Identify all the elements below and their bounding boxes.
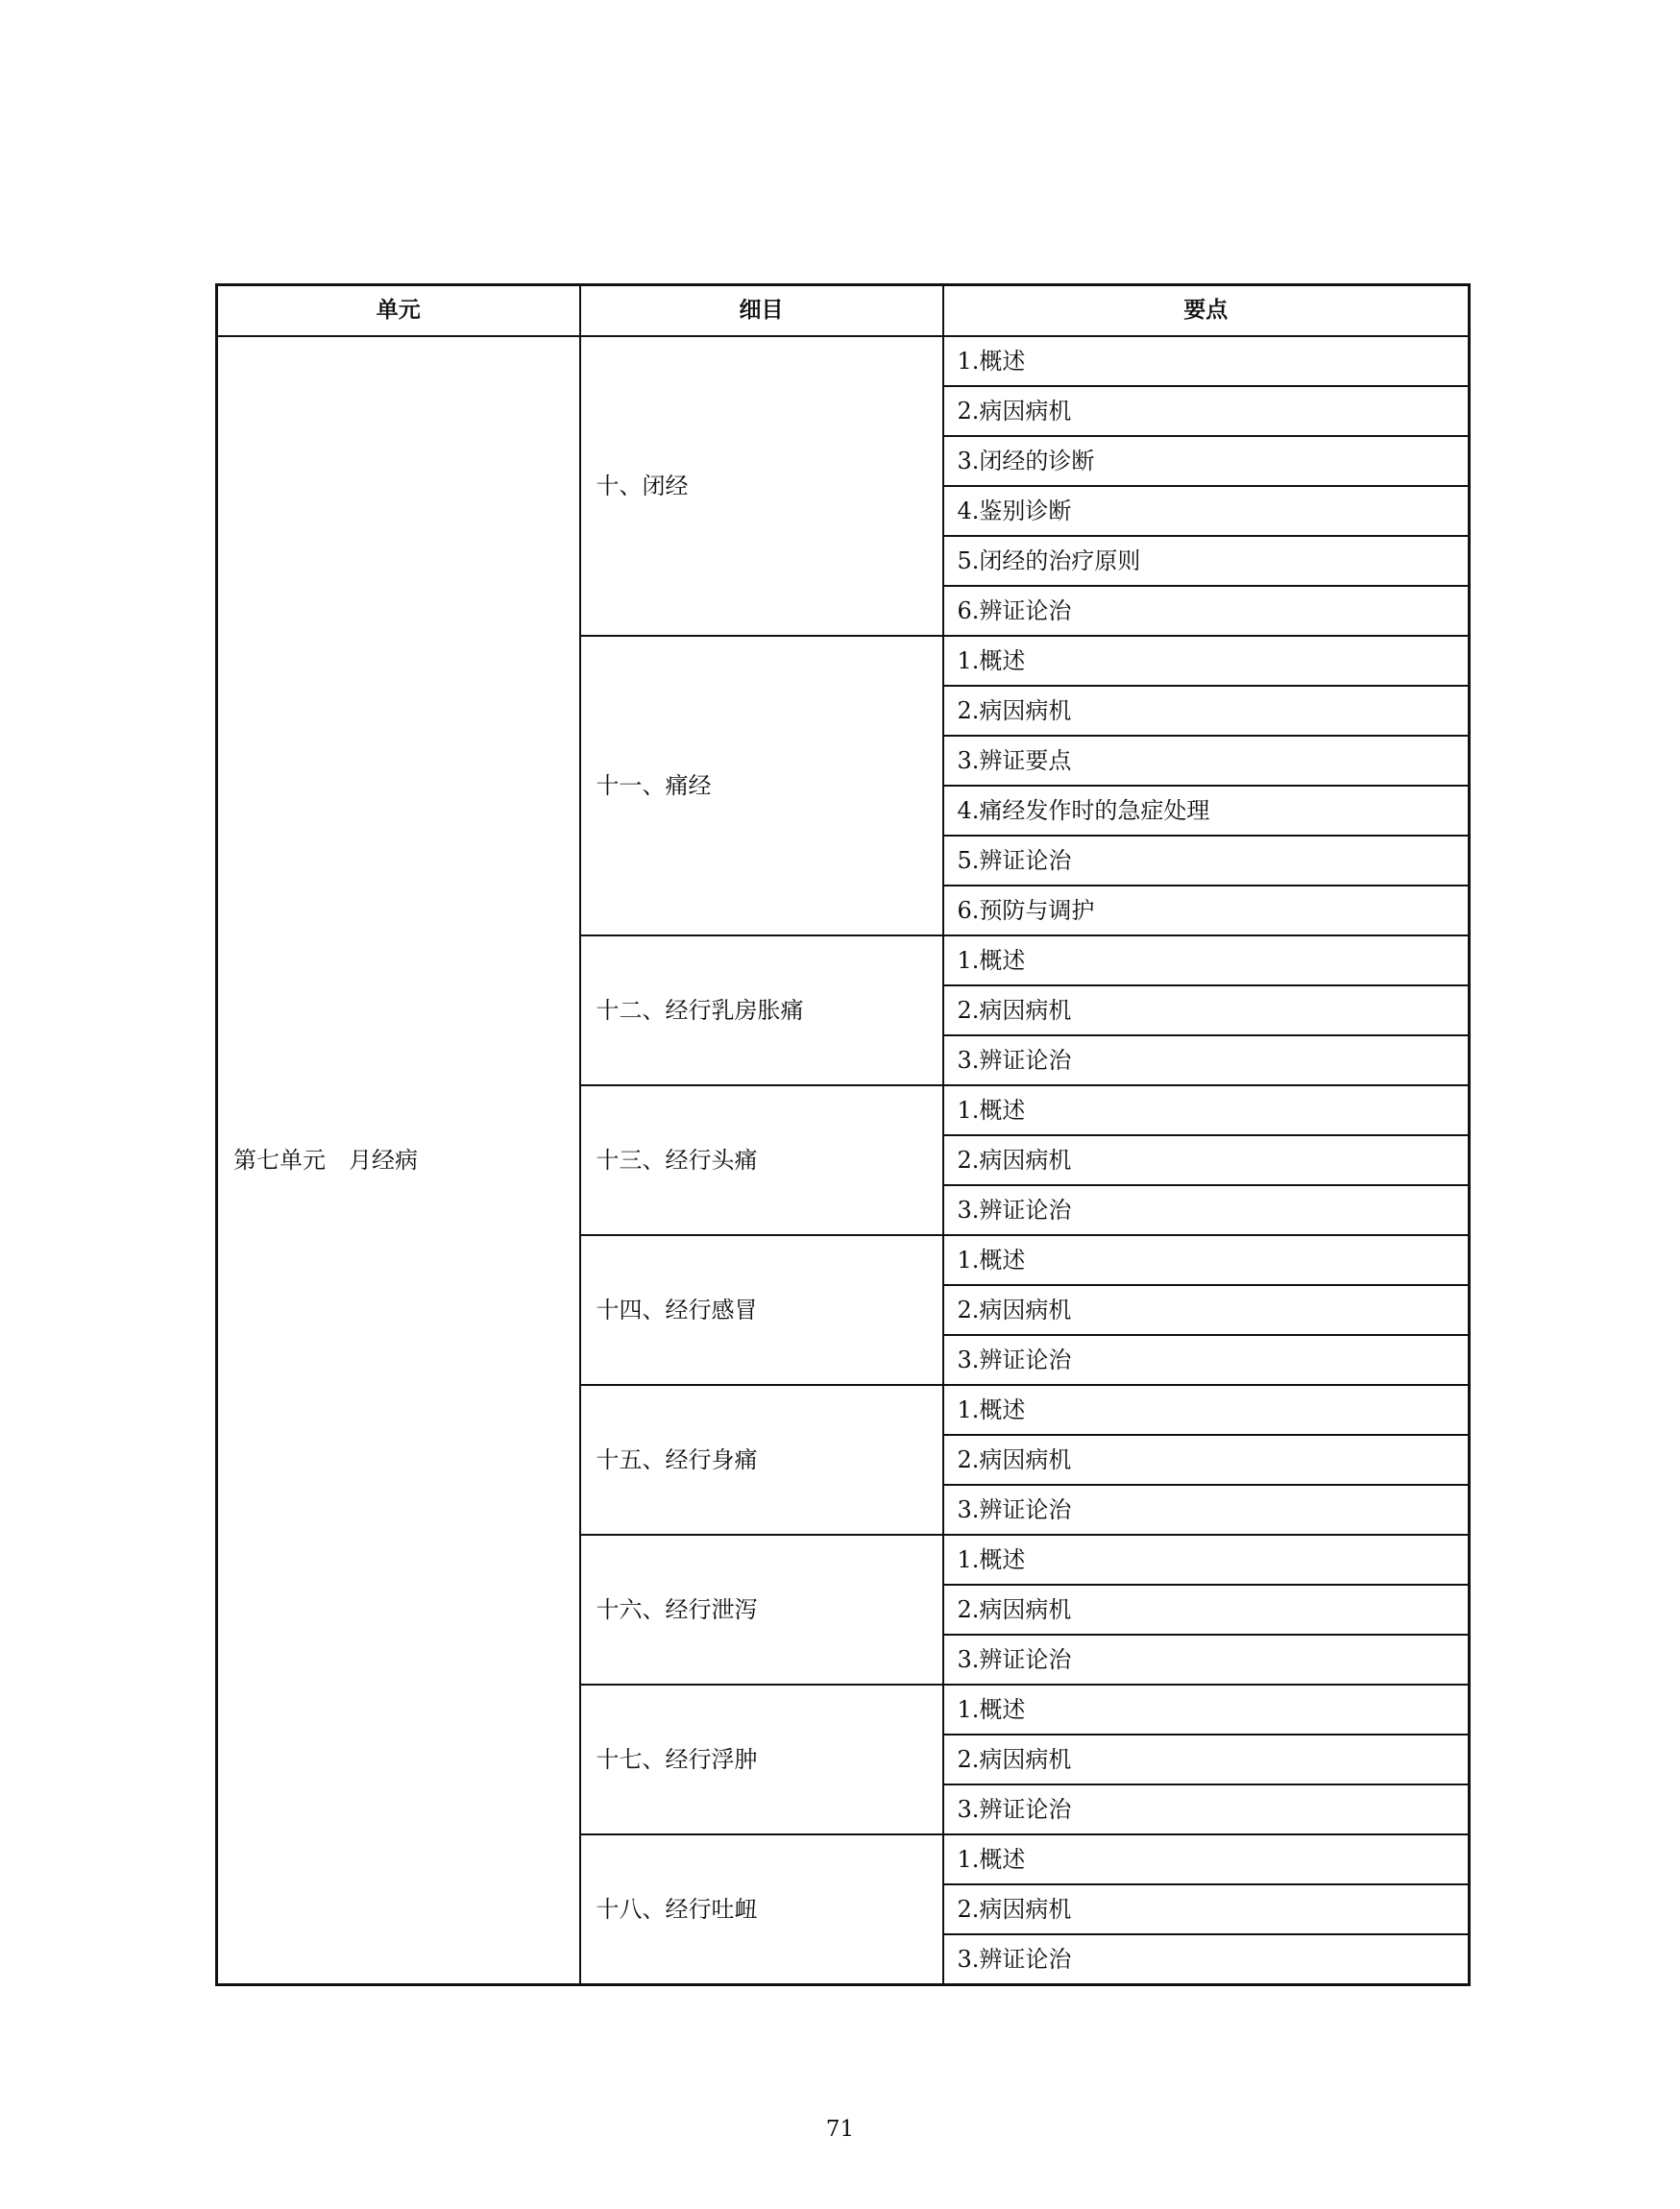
page-number: 71: [825, 2117, 855, 2142]
point-cell: 3.辨证论治: [943, 1035, 1470, 1085]
header-row: [217, 285, 1470, 337]
point-cell: 5.闭经的治疗原则: [943, 536, 1470, 586]
item-cell: 十三、经行头痛: [580, 1085, 943, 1235]
point-cell: 1.概述: [943, 1235, 1470, 1285]
syllabus-table: [215, 283, 1471, 1986]
point-cell: 3.辨证论治: [943, 1335, 1470, 1385]
item-cell: 十、闭经: [580, 336, 943, 636]
table-row: [217, 336, 1470, 386]
point-cell: 1.概述: [943, 1535, 1470, 1585]
header-unit: 单元: [217, 285, 580, 337]
header-item: 细目: [580, 285, 943, 337]
point-cell: 3.闭经的诊断: [943, 436, 1470, 486]
point-cell: 3.辨证论治: [943, 1185, 1470, 1235]
point-cell: 2.病因病机: [943, 686, 1470, 736]
point-cell: 2.病因病机: [943, 1285, 1470, 1335]
point-cell: 1.概述: [943, 1085, 1470, 1135]
item-cell: 十七、经行浮肿: [580, 1685, 943, 1834]
point-cell: 5.辨证论治: [943, 836, 1470, 886]
point-cell: 3.辨证要点: [943, 736, 1470, 786]
point-cell: 3.辨证论治: [943, 1485, 1470, 1535]
point-cell: 6.辨证论治: [943, 586, 1470, 636]
point-cell: 1.概述: [943, 336, 1470, 386]
point-cell: 4.鉴别诊断: [943, 486, 1470, 536]
point-cell: 2.病因病机: [943, 1135, 1470, 1185]
point-cell: 3.辨证论治: [943, 1635, 1470, 1685]
item-cell: 十八、经行吐衄: [580, 1834, 943, 1985]
point-cell: 1.概述: [943, 1385, 1470, 1435]
point-cell: 2.病因病机: [943, 1435, 1470, 1485]
point-cell: 2.病因病机: [943, 1735, 1470, 1784]
unit-cell: 第七单元 月经病: [217, 336, 580, 1985]
item-cell: 十一、痛经: [580, 636, 943, 935]
point-cell: 1.概述: [943, 636, 1470, 686]
point-cell: 1.概述: [943, 1834, 1470, 1884]
point-cell: 6.预防与调护: [943, 886, 1470, 935]
point-cell: 2.病因病机: [943, 1884, 1470, 1934]
point-cell: 1.概述: [943, 935, 1470, 985]
item-cell: 十四、经行感冒: [580, 1235, 943, 1385]
header-points: 要点: [943, 285, 1470, 337]
point-cell: 3.辨证论治: [943, 1784, 1470, 1834]
item-cell: 十六、经行泄泻: [580, 1535, 943, 1685]
point-cell: 2.病因病机: [943, 386, 1470, 436]
table-body: [217, 336, 1470, 1985]
point-cell: 2.病因病机: [943, 1585, 1470, 1635]
point-cell: 3.辨证论治: [943, 1934, 1470, 1985]
point-cell: 2.病因病机: [943, 985, 1470, 1035]
item-cell: 十二、经行乳房胀痛: [580, 935, 943, 1085]
point-cell: 1.概述: [943, 1685, 1470, 1735]
point-cell: 4.痛经发作时的急症处理: [943, 786, 1470, 836]
item-cell: 十五、经行身痛: [580, 1385, 943, 1535]
